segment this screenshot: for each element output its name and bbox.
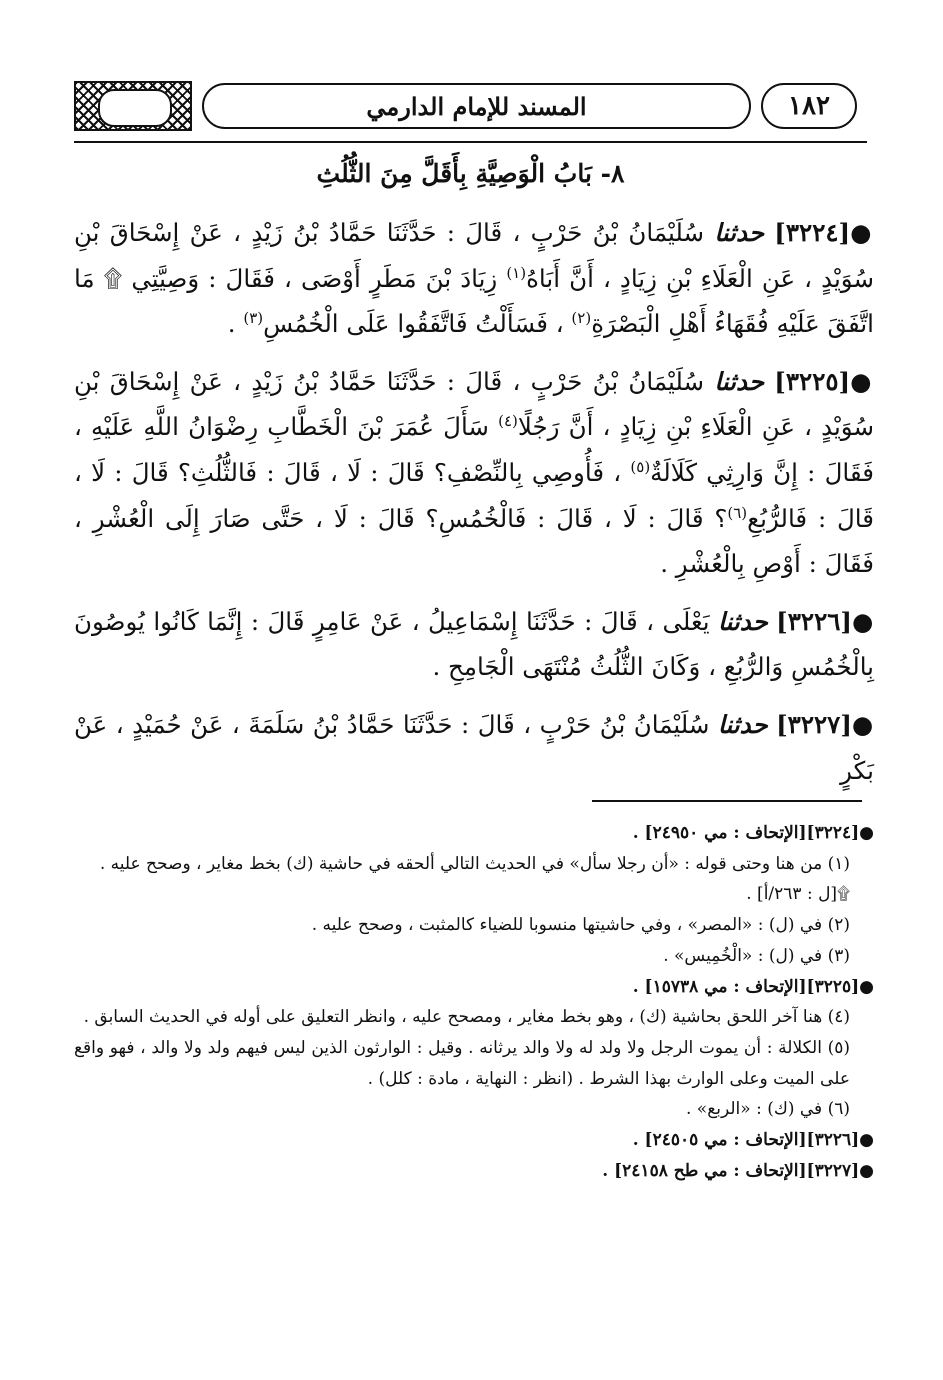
hadith-3226 — [74, 599, 874, 690]
chapter-title: ٨- بَابُ الْوَصِيَّةِ بِأَقَلَّ مِنَ الثُّلُثِ — [316, 159, 625, 188]
footnote-marker: (٣) — [243, 309, 264, 328]
footnote-ref: ●[٣٢٢٥][الإتحاف : مي ١٥٧٣٨] . — [632, 976, 874, 997]
hadith-text: سُلَيْمَانُ بْنُ حَرْبٍ ، قَالَ : حَدَّثَنَا حَمَّادُ بْنُ زَيْدٍ ، عَنْ إِسْحَاقَ بْنِ سُوَيْدٍ ، عَنِ الْعَلَاءِ بْنِ زِيَادٍ ، أَنَّ رَجُلًا — [74, 366, 874, 442]
footnote-ref: ●[٣٢٢٧][الإتحاف : مي طح ٢٤١٥٨] . — [602, 1160, 874, 1181]
hadith-text: . — [227, 309, 236, 339]
hadith-number: [٣٢٢٤] — [774, 218, 851, 247]
running-title: المسند للإمام الدارمي — [202, 83, 751, 129]
header-rule — [74, 141, 867, 143]
footnote-separator — [592, 800, 862, 802]
footnote: (٣) في (ل) : «الْخُمِيس» . — [663, 945, 850, 966]
haddathana: حدثنا — [714, 366, 765, 396]
hadith-text: سُلَيْمَانُ بْنُ حَرْبٍ ، قَالَ : حَدَّثَنَا حَمَّادُ بْنُ زَيْدٍ ، عَنْ إِسْحَاقَ بْنِ سُوَيْدٍ ، عَنِ الْعَلَاءِ بْنِ زِيَادٍ ، أَنَّ أَبَاهُ — [74, 218, 874, 293]
hadith-text: ، فَأُوصِي بِالنِّصْفِ؟ قَالَ : لَا ، قَالَ : فَالثُّلُثِ؟ قَالَ : لَا ، قَالَ : فَالرُّبُعِ — [74, 457, 874, 533]
footnote-marker: (١) — [506, 263, 527, 282]
hadith-text: زِيَادَ بْنَ مَطَرٍ أَوْصَى ، فَقَالَ : وَصِيَّتِي ۩ مَا اتَّفَقَ عَلَيْهِ فُقَهَاءُ أَهْلِ الْبَصْرَةِ — [74, 263, 874, 339]
hadith-3227 — [74, 702, 874, 793]
bullet: ● — [850, 366, 874, 396]
footnotes — [74, 818, 874, 1186]
footnote-marker: (٢) — [571, 309, 592, 328]
hadith-number: [٣٢٢٦] — [776, 606, 852, 636]
hadith-number: [٣٢٢٥] — [774, 366, 851, 396]
page-number: ١٨٢ — [761, 83, 857, 129]
footnote: (٥) الكلالة : أن يموت الرجل ولا ولد له ولا والد يرثانه . وقيل : الوارثون الذين ليس فيهم ولد ولا والد ، فهو واقع على الميت وعلى الوارث بهذا الشرط . (انظر : النهاية ، مادة : كلل) . — [74, 1037, 850, 1089]
bullet: ● — [850, 218, 874, 247]
footnote-ref: ●[٣٢٢٦][الإتحاف : مي ٢٤٥٠٥] . — [632, 1130, 874, 1151]
hadith-3224 — [74, 210, 874, 347]
hadith-text: سَأَلَ عُمَرَ بْنَ الْخَطَّابِ رِضْوَانُ اللَّهِ عَلَيْهِ ، فَقَالَ : إِنَّ وَارِثِي كَلَالَةٌ — [74, 412, 874, 487]
hadith-body — [74, 210, 874, 805]
hadith-number: [٣٢٢٧] — [776, 709, 852, 739]
footnote: (٦) في (ك) : «الربع» . — [686, 1099, 850, 1120]
footnote-ref: ●[٣٢٢٤][الإتحاف : مي ٢٤٩٥٠] . — [632, 823, 874, 843]
haddathana: حدثنا — [714, 218, 765, 247]
bullet: ● — [851, 709, 874, 739]
page-header — [74, 76, 867, 136]
footnote-marker: (٤) — [498, 412, 518, 431]
hadith-text: ، فَسَأَلْتُ فَاتَّفَقُوا عَلَى الْخُمُسِ — [263, 309, 564, 339]
footnote-marker: (٦) — [727, 503, 748, 522]
footnote: (٤) هنا آخر اللحق بحاشية (ك) ، وهو بخط مغاير ، ومصحح عليه ، وانظر التعليق على أوله في الحديث السابق . — [83, 1007, 850, 1028]
bullet: ● — [851, 606, 874, 636]
haddathana: حدثنا — [717, 709, 768, 739]
footnote: ۩[ل : ٢٦٣/أ] . — [746, 884, 850, 905]
footnote: (١) من هنا وحتى قوله : «أن رجلا سأل» في الحديث التالي ألحقه في حاشية (ك) بخط مغاير ، وصحح عليه . — [99, 853, 850, 874]
haddathana: حدثنا — [718, 606, 768, 636]
hadith-text: سُلَيْمَانُ بْنُ حَرْبٍ ، قَالَ : حَدَّثَنَا حَمَّادُ بْنُ سَلَمَةَ ، عَنْ حُمَيْدٍ ، عَنْ بَكْرٍ — [74, 709, 874, 785]
footnote: (٢) في (ل) : «المصر» ، وفي حاشيتها منسوبا للضياء كالمثبت ، وصحح عليه . — [311, 915, 850, 936]
hadith-text: ؟ قَالَ : لَا ، قَالَ : فَالْخُمُسِ؟ قَالَ : لَا ، حَتَّى صَارَ إِلَى الْعُشْرِ ، فَقَالَ : أَوْصِ بِالْعُشْرِ . — [74, 503, 874, 579]
hadith-text: يَعْلَى ، قَالَ : حَدَّثَنَا إِسْمَاعِيلُ ، عَنْ عَامِرٍ قَالَ : إِنَّمَا كَانُوا يُوصُونَ بِالْخُمُسِ وَالرُّبُعِ ، وَكَانَ الثُّلُثُ مُنْتَهَى الْجَامِحِ . — [74, 606, 874, 682]
hadith-3225 — [74, 359, 874, 587]
ornament-left — [74, 81, 192, 131]
footnote-marker: (٥) — [630, 457, 651, 476]
